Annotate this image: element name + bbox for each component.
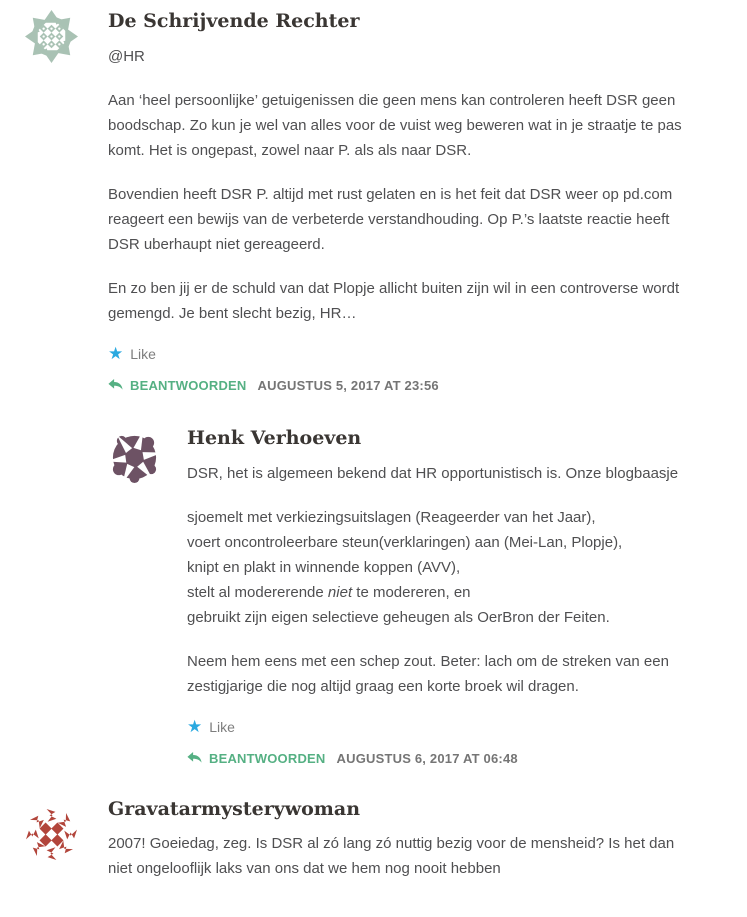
- list-line: stelt al modererende niet te modereren, en: [187, 583, 471, 601]
- list-line: knipt en plakt in winnende koppen (AVV),: [187, 558, 461, 576]
- like-button[interactable]: [187, 718, 235, 736]
- comment-paragraph: @HR: [108, 47, 145, 65]
- comment-henk-verhoeven: [0, 427, 747, 766]
- comment-gravatarmysterywoman: [0, 798, 747, 882]
- reply-label: BEANTWOORDEN: [209, 750, 326, 766]
- like-button[interactable]: [108, 345, 156, 363]
- reply-button[interactable]: [187, 751, 326, 766]
- comment-author-name: Henk Verhoeven: [187, 426, 362, 449]
- comment-paragraph: Aan ‘heel persoonlijke’ getuigenissen die geen mens kan controleren heeft DSR geen boodschap. Zo kun je wel van alles voor de vuist weg beweren wat in je straatje te pas komt. Het is ongepast, zowel naar P. als als naar DSR.: [108, 91, 682, 159]
- comment-author-name: Gravatarmysterywoman: [108, 797, 361, 820]
- reply-arrow-icon: [108, 379, 123, 392]
- star-icon: ★: [187, 717, 203, 736]
- list-line: gebruikt zijn eigen selectieve geheugen als OerBron der Feiten.: [187, 608, 610, 626]
- comment-paragraph: DSR, het is algemeen bekend dat HR opportunistisch is. Onze blogbaasje: [187, 464, 679, 482]
- like-label: Like: [209, 718, 235, 735]
- comment-author-name: De Schrijvende Rechter: [108, 10, 360, 32]
- comment-paragraph: Neem hem eens met een schep zout. Beter: lach om de streken van een zestigjarige die nog altijd graag een korte broek wil dragen.: [187, 652, 669, 695]
- like-label: Like: [130, 345, 156, 362]
- reply-arrow-icon: [187, 752, 202, 765]
- pinwheel-mauve-avatar-icon: [108, 431, 161, 484]
- comment-de-schrijvende-rechter: [0, 0, 747, 393]
- comment-paragraph: Bovendien heeft DSR P. altijd met rust gelaten en is het feit dat DSR weer op pd.com reageert een bewijs van de verbeterde verstandhouding. Op P.’s laatste reactie heeft DSR uberhaupt niet gereageerd.: [108, 185, 673, 253]
- comment-meta: [108, 378, 692, 393]
- diamond-red-avatar-icon: [25, 808, 78, 861]
- comment-paragraph: En zo ben jij er de schuld van dat Plopje allicht buiten zijn wil in een controverse wordt gemengd. Je bent slecht bezig, HR…: [108, 279, 680, 322]
- comment-paragraph: 2007! Goeiedag, zeg. Is DSR al zó lang zó nuttig bezig voor de mensheid? Is het dan niet ongelooflijk laks van ons dat we hem nog nooit hebben: [108, 835, 675, 878]
- star-icon: ★: [108, 344, 124, 364]
- comment-list: [187, 505, 692, 630]
- comment-meta: [187, 751, 692, 766]
- kaleidoscope-green-avatar-icon: [25, 10, 78, 63]
- reply-label: BEANTWOORDEN: [130, 377, 247, 393]
- reply-button[interactable]: [108, 378, 247, 393]
- comment-date: AUGUSTUS 6, 2017 AT 06:48: [336, 750, 518, 766]
- comment-date: AUGUSTUS 5, 2017 AT 23:56: [257, 377, 439, 393]
- list-line: voert oncontroleerbare steun(verklaringen) aan (Mei-Lan, Plopje),: [187, 533, 623, 551]
- list-line: sjoemelt met verkiezingsuitslagen (Reageerder van het Jaar),: [187, 508, 596, 526]
